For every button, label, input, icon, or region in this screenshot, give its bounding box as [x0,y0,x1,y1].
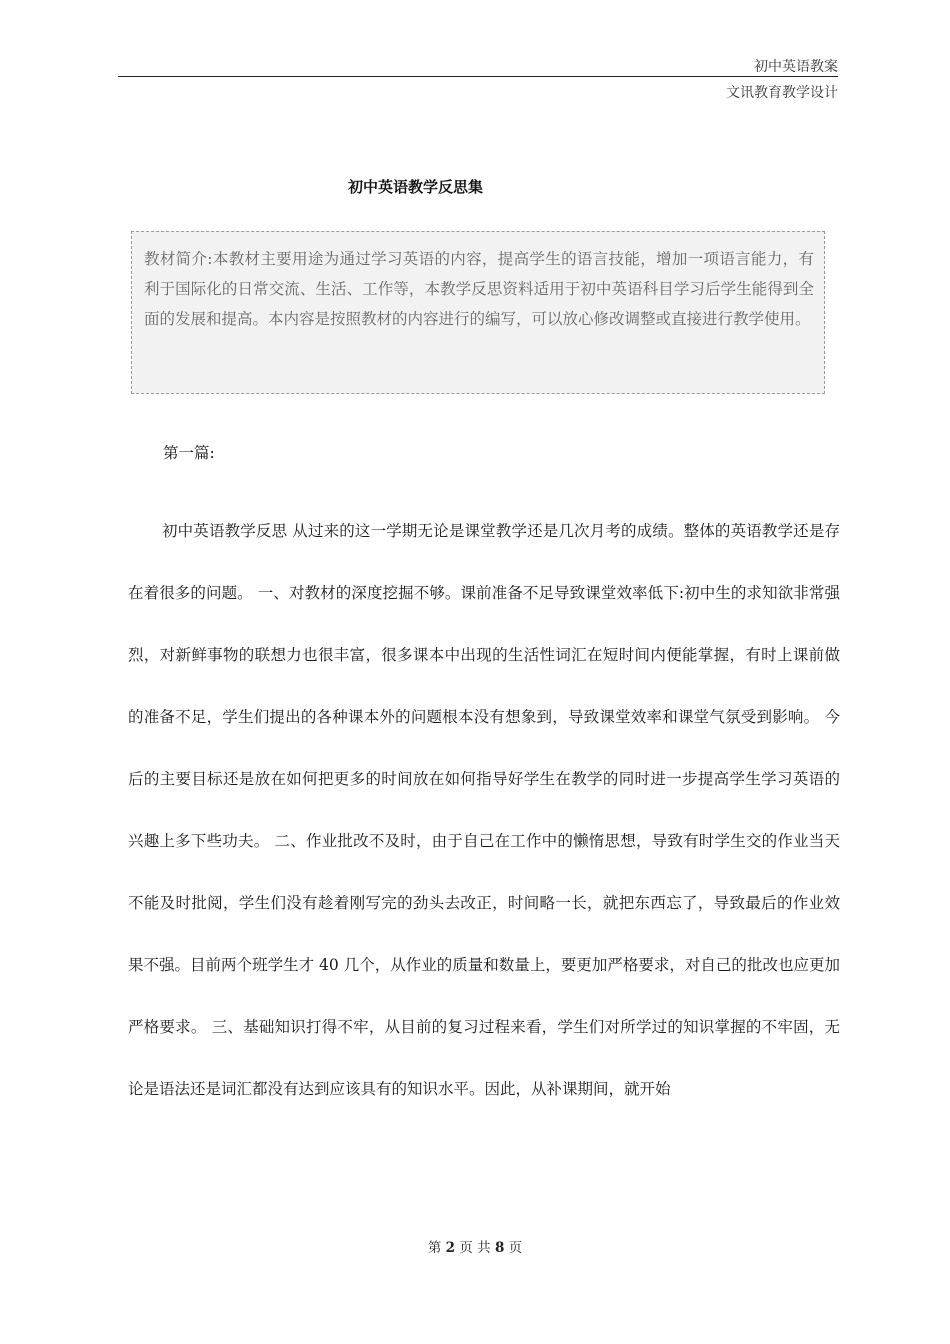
footer-page-number: 2 [445,1240,456,1256]
footer-middle: 页 共 [459,1240,491,1256]
header-divider [118,76,838,77]
footer-suffix: 页 [508,1240,523,1256]
footer-page-total: 8 [494,1240,505,1256]
header-document-type: 初中英语教案 [754,59,838,75]
page-footer [0,1236,950,1256]
intro-box [131,231,825,394]
document-title: 初中英语教学反思集 [348,178,484,196]
intro-text: 教材简介:本教材主要用途为通过学习英语的内容，提高学生的语言技能，增加一项语言能力，有利于国际化的日常交流、生活、工作等，本教学反思资料适用于初中英语科目学习后学生能得到全面的发展和提高。本内容是按照教材的内容进行的编写，可以放心修改调整或直接进行教学使用。 [144,250,814,328]
section-heading: 第一篇: [163,444,215,462]
body-paragraph: 初中英语教学反思 从过来的这一学期无论是课堂教学还是几次月考的成绩。整体的英语教学还是存在着很多的问题。 一、对教材的深度挖掘不够。课前准备不足导致课堂效率低下:初中生的求知欲非常强烈，对新鲜事物的联想力也很丰富，很多课本中出现的生活性词汇在短时间内便能掌握，有时上课前做的准备不足，学生们提出的各种课本外的问题根本没有想象到，导致课堂效率和课堂气氛受到影响。 今后的主要目标还是放在如何把更多的时间放在如何指导好学生在教学的同时进一步提高学生学习英语的兴趣上多下些功夫。 二、作业批改不及时，由于自己在工作中的懒惰思想，导致有时学生交的作业当天不能及时批阅，学生们没有趁着刚写完的劲头去改正，时间略一长，就把东西忘了，导致最后的作业效果不强。目前两个班学生才 40 几个，从作业的质量和数量上，要更加严格要求，对自己的批改也应更加严格要求。 三、基础知识打得不牢，从目前的复习过程来看，学生们对所学过的知识掌握的不牢固，无论是语法还是词汇都没有达到应该具有的知识水平。因此，从补课期间，就开始 [128,522,840,1098]
header-publisher: 文讯教育教学设计 [726,85,838,101]
footer-prefix: 第 [427,1240,442,1256]
